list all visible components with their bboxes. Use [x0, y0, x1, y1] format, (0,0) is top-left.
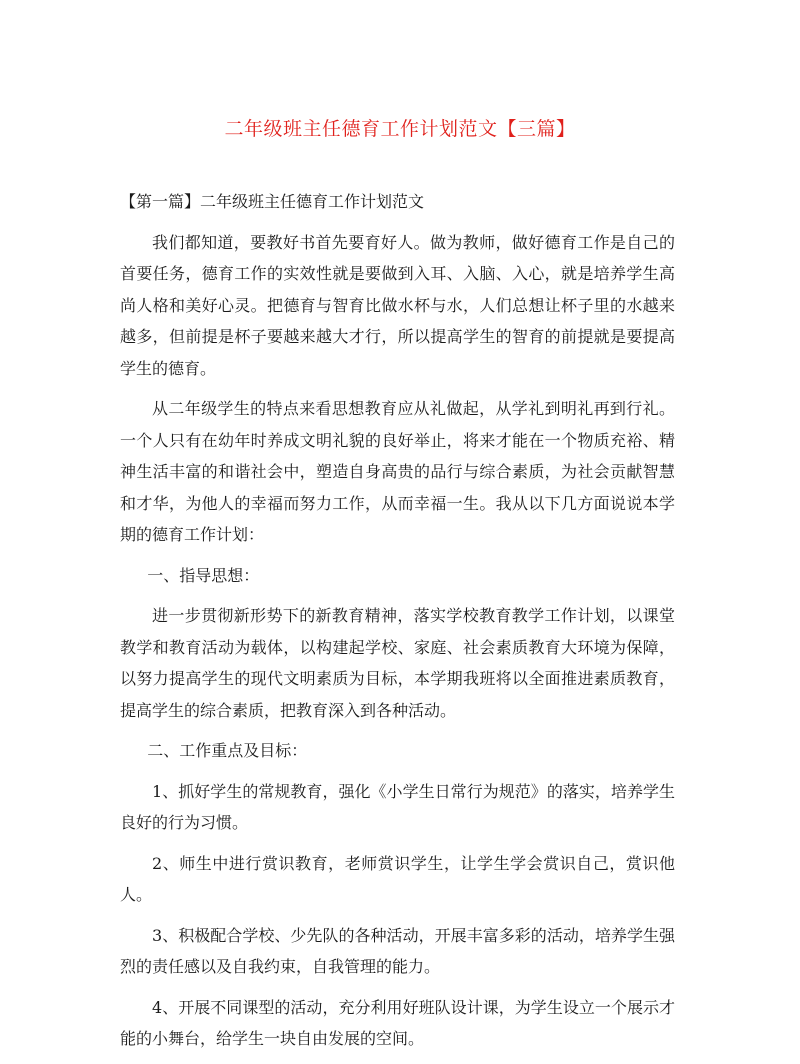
list-item-4: 4、开展不同课型的活动，充分利用好班队设计课，为学生设立一个展示才能的小舞台，给学生一块自由发展的空间。	[120, 997, 675, 1048]
document-title: 二年级班主任德育工作计划范文【三篇】	[224, 118, 576, 140]
heading-work-focus: 二、工作重点及目标：	[147, 741, 308, 760]
list-item-1: 1、抓好学生的常规教育，强化《小学生日常行为规范》的落实，培养学生良好的行为习惯。	[120, 781, 675, 832]
paragraph-guiding-ideology: 进一步贯彻新形势下的新教育精神，落实学校教育教学工作计划，以课堂教学和教育活动为载体，以构建起学校、家庭、社会素质教育大环境为保障，以努力提高学生的现代文明素质为目标，本学期我班将以全面推进素质教育，提高学生的综合素质，把教育深入到各种活动。	[120, 606, 675, 720]
document-body	[120, 186, 675, 1064]
paragraph-characteristics: 从二年级学生的特点来看思想教育应从礼做起，从学礼到明礼再到行礼。一个人只有在幼年时养成文明礼貌的良好举止，将来才能在一个物质充裕、精神生活丰富的和谐社会中，塑造自身高贵的品行与综合素质，为社会贡献智慧和才华，为他人的幸福而努力工作，从而幸福一生。我从以下几方面说说本学期的德育工作计划：	[120, 399, 675, 544]
paragraph-intro: 我们都知道，要教好书首先要育好人。做为教师，做好德育工作是自己的首要任务，德育工作的实效性就是要做到入耳、入脑、入心，就是培养学生高尚人格和美好心灵。把德育与智育比做水杯与水，人们总想让杯子里的水越来越多，但前提是杯子要越来越大才行，所以提高学生的智育的前提就是要提高学生的德育。	[120, 232, 675, 378]
list-item-3: 3、积极配合学校、少先队的各种活动，开展丰富多彩的活动，培养学生强烈的责任感以及自我约束，自我管理的能力。	[120, 925, 675, 976]
list-item-2: 2、师生中进行赏识教育，老师赏识学生，让学生学会赏识自己，赏识他人。	[120, 853, 675, 904]
section-heading-first-article: 【第一篇】二年级班主任德育工作计划范文	[120, 192, 425, 211]
heading-guiding-ideology: 一、指导思想：	[147, 565, 260, 585]
